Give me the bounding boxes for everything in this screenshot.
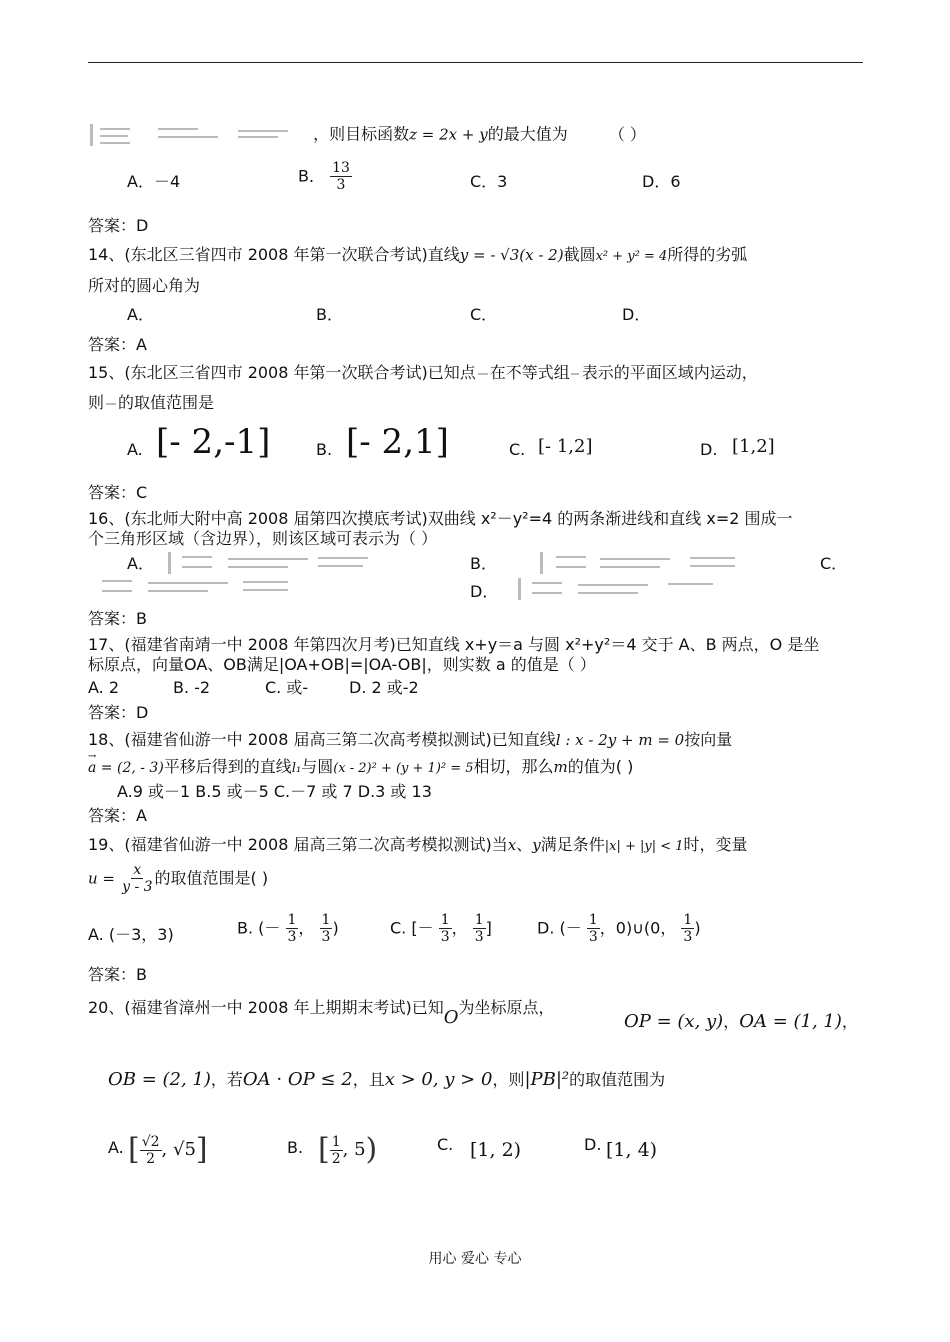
q15-option-b-interval: [- 2,1] — [346, 422, 449, 462]
q20-option-a-value: [ $\frac{√2}{2}$ , √5] — [128, 1132, 208, 1167]
q19-c-den2: 3 — [474, 929, 484, 945]
q13-option-a: A．－4 — [127, 172, 181, 191]
q19-stem-a: 19、(福建省仙游一中 2008 届高三第二次高考模拟测试)当 — [88, 835, 508, 854]
q20-option-d-interval: [1, 4) — [606, 1139, 658, 1161]
q20-option-c-value — [470, 1140, 521, 1161]
q20-xy: x > 0, y > 0 — [384, 1069, 493, 1090]
q13-stem-text: ，则目标函数 — [313, 124, 410, 144]
q14-circle-formula: x² + y² = 4 — [595, 249, 668, 264]
q19-x: x — [507, 836, 517, 854]
q19-y: y — [532, 836, 541, 854]
q19-d-den1: 3 — [588, 929, 598, 945]
q19-b-den1: 3 — [287, 929, 297, 945]
q19-option-b: B. (－ $\frac{1}{3}$ ， $\frac{1}{3}$ ) — [237, 912, 339, 945]
q16-option-c-image — [88, 576, 303, 598]
q17-line2: 标原点，向量OA、OB满足|OA+OB|=|OA-OB|，则实数 a 的值是（ ） — [88, 655, 596, 674]
q15-line2 — [88, 393, 214, 413]
q19-u-den: y - 3 — [122, 879, 153, 895]
q20-stem-c: 的取值范围为 — [569, 1070, 666, 1089]
page-footer: 用心 爱心 专心 — [428, 1251, 522, 1267]
q20-oa-op: OA · OP ≤ 2 — [242, 1069, 353, 1090]
q17-option-c: C. 或- — [265, 678, 309, 697]
q14-line1 — [88, 245, 747, 267]
q18-stem-f: 的值为( ) — [567, 757, 634, 776]
q13-option-b-den: 3 — [336, 177, 346, 193]
q15-option-c-label: C. — [509, 440, 526, 459]
q17-option-d: D. 2 或-2 — [349, 678, 419, 697]
q17-option-a: A. 2 — [88, 678, 120, 697]
q13-stem — [88, 124, 646, 146]
q19-stem-b: 满足条件 — [540, 835, 605, 854]
q14-stem-c: 所得的劣弧 — [667, 245, 748, 264]
q15-system-image — [570, 367, 582, 381]
q20-a-den: 2 — [146, 1150, 156, 1167]
q19-answer: 答案：B — [88, 965, 147, 984]
q15-stem-d: 则 — [88, 393, 105, 412]
q20-qie: ，且 — [352, 1070, 385, 1089]
q16-option-b-image — [540, 552, 740, 574]
q19-stem-d: 的取值范围是( ) — [154, 868, 269, 888]
q13-option-c: C．3 — [470, 172, 508, 191]
q19-b-den2: 3 — [321, 929, 331, 945]
q18-stem-e: 相切，那么 — [473, 757, 554, 776]
q20-line1 — [88, 998, 555, 1028]
q14-stem-b: 截圆 — [563, 245, 596, 264]
q20-a-frac — [140, 1134, 162, 1167]
q13-option-b — [298, 160, 352, 193]
q15-line1 — [88, 363, 758, 383]
q20-b-num: 1 — [331, 1133, 341, 1150]
q14-option-a: A． — [127, 305, 154, 324]
q19-u: u = — [88, 869, 115, 888]
q19-u-num: x — [133, 862, 142, 878]
q19-option-b-frac1 — [286, 912, 299, 945]
q15-point-image — [476, 367, 490, 381]
q14-answer: 答案：A — [88, 335, 147, 354]
q15-stem-e: 的取值范围是 — [118, 393, 215, 412]
q14-line-formula: y = - √3(x - 2) — [459, 246, 564, 264]
q18-stem-c: 平移后得到的直线 — [163, 757, 292, 776]
q18-m: m — [553, 758, 568, 776]
q15-option-a-interval: [- 2,-1] — [156, 422, 271, 462]
q20-op: OP = (x, y) — [624, 1011, 724, 1032]
q19-b-num1: 1 — [287, 912, 297, 928]
q15-option-d-interval: [1,2] — [732, 436, 775, 457]
q19-option-d-pre: D. (－ — [537, 918, 582, 938]
q19-option-b-frac2 — [320, 912, 333, 945]
q16-line2: 个三角形区域（含边界），则该区域可表示为（ ） — [88, 529, 438, 548]
q20-option-a-label: A. — [108, 1138, 124, 1157]
q15-answer: 答案：C — [88, 483, 148, 502]
q16-option-a-image — [168, 552, 378, 574]
q15-expr-image — [104, 397, 118, 411]
q20-oa: OA = (1, 1) — [739, 1011, 842, 1032]
q19-stem-c: 时，变量 — [683, 835, 748, 854]
q13-inequality-image — [88, 124, 308, 146]
q18-answer: 答案：A — [88, 806, 147, 825]
q15-stem-a: 15、(东北区三省四市 2008 年第一次联合考试)已知点 — [88, 363, 476, 382]
q16-answer: 答案：B — [88, 609, 147, 628]
q19-option-a: A. (－3，3) — [88, 925, 174, 944]
q13-option-b-num: 13 — [332, 160, 350, 176]
q19-option-d: D. (－ $\frac{1}{3}$ ，0)∪(0， $\frac{1}{3}$ ) — [537, 912, 701, 945]
q20-stem-b: 为坐标原点， — [458, 998, 555, 1017]
header-rule — [88, 62, 863, 63]
q19-line2 — [88, 862, 268, 895]
q19-option-c-pre: C. [－ — [390, 918, 434, 938]
q18-vector-formula: → a = (2, - 3) — [88, 758, 164, 778]
q14-option-c: C． — [470, 305, 498, 324]
q18-line-formula: l : x - 2y + m = 0 — [555, 731, 685, 749]
q15-stem-b: 在不等式组 — [489, 363, 570, 382]
q16-option-c: C． — [820, 554, 848, 573]
q19-line1 — [88, 835, 748, 857]
q19-d-den2: 3 — [683, 929, 693, 945]
q14-option-d: D． — [622, 305, 651, 324]
q18-circle-formula: (x - 2)² + (y + 1)² = 5 — [333, 761, 474, 776]
q13-stem-end: 的最大值为 — [487, 124, 568, 144]
q20-pb: |PB|² — [524, 1069, 570, 1090]
q20-b-frac — [330, 1134, 343, 1167]
q14-stem-a: 14、(东北区三省四市 2008 年第一次联合考试)直线 — [88, 245, 460, 264]
q20-ze: ，则 — [492, 1070, 525, 1089]
q20-formulas-top: OP = (x, y)，OA = (1, 1)， — [624, 1011, 858, 1032]
q19-option-b-pre: B. (－ — [237, 918, 281, 938]
q19-d-num2: 1 — [683, 912, 693, 928]
q15-option-b-label: B. — [316, 440, 333, 459]
q13-objective-formula: z = 2x + y — [409, 125, 488, 144]
q18-options: A.9 或－1 B.5 或－5 C.－7 或 7 D.3 或 13 — [117, 782, 432, 801]
q19-sep: 、 — [516, 835, 533, 854]
q13-paren: （ ） — [608, 124, 646, 144]
q15-option-a-label: A. — [127, 440, 143, 459]
q20-option-b-value: [ $\frac{1}{2}$ , 5) — [318, 1132, 378, 1167]
q20-option-c-interval: [1, 2) — [470, 1139, 522, 1161]
q20-stem-a: 20、(福建省漳州一中 2008 年上期期末考试)已知 — [88, 998, 444, 1017]
q19-option-c-frac2 — [473, 912, 486, 945]
q20-option-b-label: B. — [287, 1138, 304, 1157]
q16-option-d-image — [518, 578, 718, 600]
q14-line2: 所对的圆心角为 — [88, 276, 201, 295]
q19-option-c-frac1 — [439, 912, 452, 945]
q13-option-b-fraction — [330, 160, 352, 193]
q18-l1: l₁ — [291, 761, 302, 776]
q14-option-b: B． — [316, 305, 343, 324]
q13-option-b-label: B． — [298, 166, 325, 186]
q16-option-b: B． — [470, 554, 497, 573]
q17-option-b: B. -2 — [173, 678, 211, 697]
q13-answer: 答案：D — [88, 216, 149, 235]
q20-option-c-label: C. — [437, 1135, 454, 1154]
q20-O: O — [443, 1007, 459, 1028]
q20-ob: OB = (2, 1) — [108, 1069, 211, 1090]
q19-c-den1: 3 — [440, 929, 450, 945]
q18-stem-a: 18、(福建省仙游一中 2008 届高三第二次高考模拟测试)已知直线 — [88, 730, 556, 749]
q18-stem-d: 与圆 — [301, 757, 334, 776]
q17-line1: 17、(福建省南靖一中 2008 年第四次月考)已知直线 x+y＝a 与圆 x²+y²＝4 交于 A、B 两点，O 是坐 — [88, 635, 820, 654]
q20-option-d-label: D. — [584, 1135, 602, 1154]
q19-b-num2: 1 — [321, 912, 331, 928]
q15-option-a-value — [156, 422, 270, 462]
q15-option-c-interval: [- 1,2] — [538, 436, 593, 457]
q19-option-d-frac2 — [681, 912, 694, 945]
q19-condition: |x| + |y| < 1 — [604, 839, 684, 854]
q18-line2 — [88, 757, 633, 779]
q15-option-b-value — [346, 422, 449, 462]
q20-option-d-value — [606, 1140, 657, 1161]
q19-u-fraction — [120, 862, 154, 895]
q15-option-d-label: D. — [700, 440, 718, 459]
q20-b-den: 2 — [331, 1150, 341, 1167]
q15-option-c-value — [538, 437, 592, 457]
q19-option-c: C. [－ $\frac{1}{3}$ ， $\frac{1}{3}$ ] — [390, 912, 492, 945]
q18-line1 — [88, 730, 732, 750]
q20-a-num: √2 — [141, 1133, 160, 1150]
q20-ruo: ，若 — [210, 1070, 243, 1089]
q16-option-d: D． — [470, 582, 499, 601]
q13-option-d: D．6 — [642, 172, 681, 191]
q20-line2 — [108, 1070, 665, 1090]
q16-line1: 16、(东北师大附中高 2008 届第四次摸底考试)双曲线 x²－y²=4 的两条渐进线和直线 x=2 围成一 — [88, 509, 793, 528]
q15-option-d-value — [732, 437, 775, 457]
q18-stem-b: 按向量 — [684, 730, 733, 749]
q17-answer: 答案：D — [88, 703, 149, 722]
q19-d-num1: 1 — [588, 912, 598, 928]
q15-stem-c: 表示的平面区域内运动， — [581, 363, 758, 382]
q16-option-a: A． — [127, 554, 154, 573]
q19-c-num1: 1 — [440, 912, 450, 928]
q19-c-num2: 1 — [474, 912, 484, 928]
q19-option-d-frac1 — [587, 912, 600, 945]
